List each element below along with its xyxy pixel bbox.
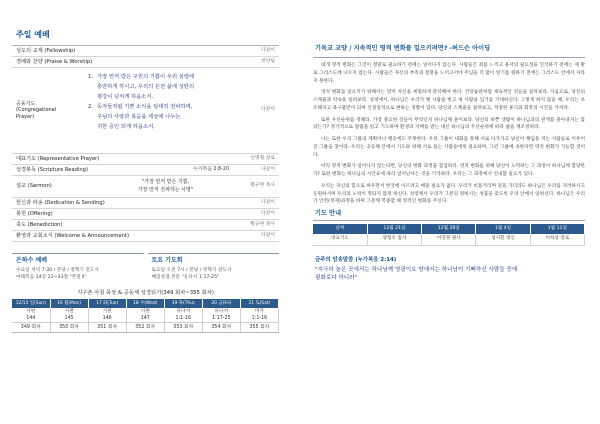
reading-day-header: 12/15 일(Sun) bbox=[12, 299, 50, 308]
order-leader: 황규현 목사 bbox=[250, 221, 275, 227]
prayer-guide-rule bbox=[313, 220, 585, 221]
order-leader: 다같이 bbox=[261, 232, 275, 238]
prayer-guide-title: 기도 안내 bbox=[315, 210, 342, 217]
worship-column bbox=[12, 30, 279, 333]
order-label: 성경봉독 (Scripture Reading) bbox=[16, 166, 88, 173]
order-label: 봉헌 (Offering) bbox=[16, 210, 53, 217]
reading-book: 시편 bbox=[126, 308, 164, 316]
column-title: 기독교 교양 / 지속적인 영적 변화를 일으키려면? -허드슨 아이딩 bbox=[315, 45, 491, 52]
order-row-representative-prayer bbox=[12, 154, 279, 165]
wednesday-service-box bbox=[12, 253, 144, 284]
reading-chapter: 147 bbox=[126, 315, 164, 323]
order-leader: 신명철 장로 bbox=[250, 155, 275, 161]
order-row-fellowship bbox=[12, 46, 279, 57]
order-row-benediction bbox=[12, 220, 279, 231]
reading-chapter: 146 bbox=[88, 315, 126, 323]
wednesday-service-line: 마태복음 14장 22~33절 "본질 Ⅱ" bbox=[16, 274, 87, 280]
order-leader: 다같이 bbox=[261, 107, 275, 113]
reading-day-header: 18 수(Wed) bbox=[126, 299, 164, 308]
order-row-offering bbox=[12, 209, 279, 220]
prayer-guide-name: 성시환 정인 bbox=[476, 234, 530, 245]
order-row-scripture bbox=[12, 165, 279, 176]
order-label: 성도의 교제 (Fellowship) bbox=[16, 47, 76, 54]
column-paragraph: 대개 영적 변화는 그것이 정말로 필요하기 전에는 일어나지 않는다. 사람들은 죄를 느끼고 용서의 필요성을 인식하기 전에는 제 발로 그리스도께 나오지 않는다. 사람들은 자신의 부족과 절망을 느끼고서야 주님을 더 많이 알기를 원하기 전에는 그리스도 안에서 자라지 못한다. bbox=[313, 63, 585, 84]
reading-day-header: 19 목(Thu) bbox=[164, 299, 202, 308]
worship-title: 주일 예배 bbox=[16, 30, 50, 39]
prayer-guide-name: 양형우 집사 bbox=[367, 234, 421, 245]
memory-verse-text: "지극히 높은 곳에서는 하나님께 영광이요 땅에서는 하나님이 기뻐하신 사람들 중에 평화로다 하니라" bbox=[315, 266, 518, 281]
reading-day-header: 16 월(Mon) bbox=[50, 299, 88, 308]
column-paragraph: 또한 우선순위를 정해라. 가장 중요한 것들이 무엇인지 하나님께 물어보라. 당신의 바쁜 생활이 하나님과의 관계를 몰아내지는 않았는가? 정기적으로 말씀을 읽고 기도하며 환경의 지배를 받는 대신 하나님의 우선순위에 따라 삶을 재조정하라. bbox=[313, 117, 585, 131]
reading-book: 시편 bbox=[12, 308, 50, 316]
prayer-guide-row bbox=[313, 234, 585, 245]
prayer-item bbox=[88, 102, 235, 132]
order-label: 설교 (Sermon) bbox=[16, 183, 52, 190]
prayer-number: 1. bbox=[88, 74, 94, 80]
reading-count: 349 회차 bbox=[12, 323, 50, 333]
wednesday-service-title: 은하수 예배 bbox=[16, 257, 48, 264]
order-leader: 찬양팀 bbox=[261, 58, 275, 64]
prayer-guide-row-label: 대표기도 bbox=[313, 234, 367, 245]
prayer-guide-name: 이하성 장로 bbox=[530, 234, 584, 245]
prayer-list bbox=[58, 72, 235, 149]
reading-chapter-row bbox=[12, 315, 279, 323]
reading-book: 미가 bbox=[240, 308, 278, 316]
prayer-text: 독자들처럼 기쁜 소식을 담대히 전파하며, 주님의 사랑과 복음을 세상에 나누는 귀한 증인 되게 하옵소서. bbox=[97, 104, 193, 131]
order-detail: 누가복음 2:8-20 bbox=[193, 166, 229, 172]
prayer-number: 2. bbox=[88, 104, 94, 111]
prayer-guide-header: 날짜 bbox=[313, 224, 367, 234]
saturday-prayer-box bbox=[148, 253, 280, 284]
order-row-sermon bbox=[12, 176, 279, 198]
reading-day-header: 20 금(Fri) bbox=[202, 299, 240, 308]
reading-book-row bbox=[12, 308, 279, 316]
reading-count: 352 회차 bbox=[126, 323, 164, 333]
prayer-text: 가장 먼저 받은 구원의 기쁨이 우리 심령에 충만하게 하시고, 우리의 온전 삶에 성탄의 평강이 넘치게 하옵소서. bbox=[97, 74, 195, 101]
order-label: 공동기도 (Congregational Prayer) bbox=[16, 100, 57, 120]
reading-count: 350 회차 bbox=[50, 323, 88, 333]
prayer-guide-header: 12월 28일 bbox=[422, 224, 476, 234]
order-label: 축도 (Benediction) bbox=[16, 221, 63, 228]
reading-day-header: 17 화(Tue) bbox=[88, 299, 126, 308]
order-leader: 황규현 목사 bbox=[250, 183, 275, 189]
prayer-item bbox=[88, 72, 235, 102]
order-row-praise bbox=[12, 57, 279, 68]
order-label: 경배와 찬양 (Praise & Worship) bbox=[16, 58, 93, 65]
prayer-guide-header: 12월 21일 bbox=[367, 224, 421, 234]
saturday-prayer-title: 토요 기도회 bbox=[151, 257, 183, 264]
reading-plan-table bbox=[12, 299, 279, 334]
reading-header-row bbox=[12, 299, 279, 308]
weekday-services bbox=[12, 253, 279, 284]
order-row-announcement bbox=[12, 231, 279, 242]
reading-chapter: 1:1-16 bbox=[164, 315, 202, 323]
reading-chapter: 1:17-25 bbox=[202, 315, 240, 323]
order-leader: 다같이 bbox=[261, 210, 275, 216]
order-label: 헌신과 파송 (Dedication & Sending) bbox=[16, 199, 105, 206]
prayer-guide-header-row bbox=[313, 224, 585, 234]
reading-chapter: 144 bbox=[12, 315, 50, 323]
saturday-prayer-line: 매일성경 본문 "유다서 1:17-25" bbox=[151, 274, 220, 280]
reading-chapter: 1:1-16 bbox=[240, 315, 278, 323]
order-label: 대표기도 (Representative Prayer) bbox=[16, 155, 100, 162]
column-paragraph: 영적 변화를 일으키기 위해서는 먼저 자신을 세밀하게 분석해야 한다. 건강습관처럼 세속적인 것들을 살펴보라. 다음으로, 당신의 스케줄과 약속을 살펴보라. 성경에서, 하나님은 우리가 옛 사람을 벗고 새 사람을 입기를 기대하신다. 그렇게 하지 않을 때, 우리는 초조해지고 욕구불만이 되며 신경질적으로 변하는 경향이 있다. 당신의 스케줄을 살펴보고, 적절한 휴식과 회복의 시간을 가져라. bbox=[313, 90, 585, 111]
reading-book: 시편 bbox=[88, 308, 126, 316]
reading-count: 354 회차 bbox=[202, 323, 240, 333]
order-leader: 다같이 bbox=[261, 166, 275, 172]
order-leader: 다같이 bbox=[261, 47, 275, 53]
reading-chapter: 145 bbox=[50, 315, 88, 323]
column-article bbox=[313, 45, 585, 282]
reading-count: 351 회차 bbox=[88, 323, 126, 333]
prayer-guide-header: 1월 11일 bbox=[530, 224, 584, 234]
wednesday-service-line: 수요일 저녁 7:30 / 본당 / 정혁기 전도사 bbox=[16, 267, 99, 273]
prayer-guide-table bbox=[313, 224, 585, 246]
prayer-guide-header: 1월 4일 bbox=[476, 224, 530, 234]
order-row-congregational-prayer bbox=[12, 68, 279, 154]
order-row-dedication bbox=[12, 198, 279, 209]
column-title-rule bbox=[313, 57, 585, 58]
column-paragraph: 아직 영적 변화가 일어나지 않는다면, 당신의 변화 과정을 점검하라. 영적 변화를 위해 당신이 노력하는 그 과정이 하나님께 합당한가? 또한 변화는 하나님의 시간표에 따라 일어난다는 것을 기억하라. 우리는 그 과정에서 인내할 필요가 있다. bbox=[313, 164, 585, 177]
prayer-guide-name: 이연정 권사 bbox=[422, 234, 476, 245]
column-paragraph: 우리는 자신의 힘으로 싸우면서 한국에 이르려고 애쓸 필요가 없다. 우리가 비틀거리며 길을 가더라도 하나님은 우리를 격려하시고 응원하시며 우리의 노력이 헛되지 않게 하신다. 성령께서 우리가 그분의 원하시는 성품을 갖도록 우리 안에서 일하신다. 하나님은 우리가 안전(정제)과정을 하며 그분께 복종할 때 영적인 변화를 주신다. bbox=[313, 183, 585, 205]
reading-book: 유다서 bbox=[202, 308, 240, 316]
sermon-title: "가장 먼저 받은 기쁨, 가장 먼저 전파하는 사명" bbox=[137, 179, 194, 193]
saturday-prayer-line: 토요일 오전 7시 / 본당 / 정혁기 전도사 bbox=[151, 267, 232, 273]
column-paragraph: 나는 또한 우리 그룹의 계획이나 행동에도 주목한다. 우리 그룹이 대화를 통해 서로 다가가고 당신이 책임을 지는 사람들로 이루어진 그룹을 찾아라. 우리는 공동체 안에서 기도와 위해 서로 돕는 사람들에게 필요하며, 그런 그룹에 속한다면 영적 변화가 가능할 것이다. bbox=[313, 137, 585, 158]
reading-count: 353 회차 bbox=[164, 323, 202, 333]
reading-book: 유다서 bbox=[164, 308, 202, 316]
reading-book: 시편 bbox=[50, 308, 88, 316]
memory-verse-title: 금주의 암송말씀 (누가복음 2:14) bbox=[315, 256, 397, 263]
order-leader: 다같이 bbox=[261, 199, 275, 205]
order-label: 환영과 교회소식 (Welcome & Announcement) bbox=[16, 232, 129, 239]
reading-count: 355 회차 bbox=[240, 323, 278, 333]
reading-day-header: 21 토(Sat) bbox=[240, 299, 278, 308]
reading-plan-title: 지구촌 아침 묵상 & 공동체 성경읽기(349 회차~355 회차) bbox=[77, 289, 214, 296]
reading-count-row bbox=[12, 323, 279, 333]
